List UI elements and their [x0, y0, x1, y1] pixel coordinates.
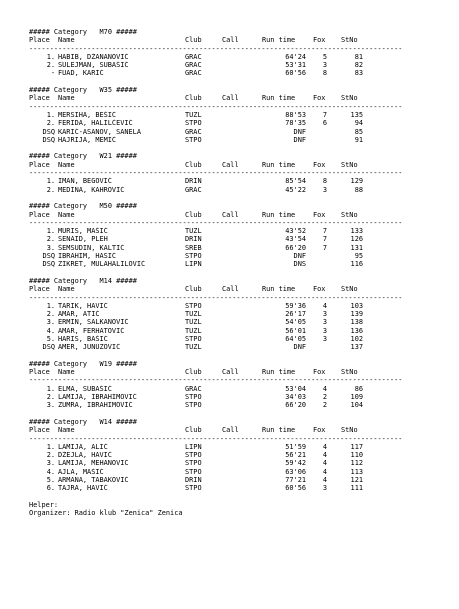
cell-fox: 3 [322, 334, 327, 343]
header-fox: Fox [313, 160, 326, 169]
cell-place: 1. [46, 110, 55, 119]
category-section [29, 277, 429, 360]
cell-place: 2. [46, 310, 55, 319]
result-row [29, 119, 429, 127]
cell-fox: 4 [322, 467, 327, 476]
cell-place: DSQ [42, 252, 55, 261]
header-club: Club [185, 94, 202, 103]
cell-stno: 138 [350, 318, 363, 327]
header-club: Club [185, 426, 202, 435]
result-row [29, 186, 429, 194]
header-place: Place [29, 210, 50, 219]
cell-fox: 8 [322, 177, 327, 186]
cell-runtime: 59'42 [285, 459, 306, 468]
cell-stno: 111 [350, 484, 363, 493]
result-row [29, 244, 429, 252]
category-section [29, 360, 429, 418]
cell-fox: 3 [322, 484, 327, 493]
cell-fox: 8 [322, 69, 327, 78]
cell-fox: 3 [322, 310, 327, 319]
cell-name: HAJRIJA, MEMIĆ [58, 135, 117, 144]
cell-place: 2. [46, 393, 55, 402]
result-row [29, 252, 429, 260]
cell-name: KARIĆ-ASANOV, SANELA [58, 127, 141, 136]
cell-runtime: 53'04 [285, 384, 306, 393]
cell-fox: 7 [322, 227, 327, 236]
cell-runtime: 88'53 [285, 110, 306, 119]
cell-club: STPO [185, 467, 202, 476]
cell-place: 3. [46, 318, 55, 327]
cell-fox: 3 [322, 185, 327, 194]
cell-club: STPO [185, 252, 202, 261]
result-row [29, 128, 429, 136]
cell-place: DSQ [42, 127, 55, 136]
header-name: Name [58, 210, 75, 219]
cell-club: GRAC [185, 185, 202, 194]
cell-club: GRAC [185, 69, 202, 78]
result-row [29, 459, 429, 467]
cell-name: ZIKRET, MULAHALILOVIĆ [58, 260, 146, 269]
header-fox: Fox [313, 285, 326, 294]
cell-runtime: 66'20 [285, 243, 306, 252]
cell-fox: 3 [322, 318, 327, 327]
cell-stno: 102 [350, 334, 363, 343]
cell-stno: 91 [354, 135, 363, 144]
result-row [29, 451, 429, 459]
cell-place: 6. [46, 484, 55, 493]
header-separator: ------------------------------------------------------------------------------------------ [29, 169, 403, 178]
cell-club: TUZL [185, 310, 202, 319]
cell-name: SULEJMAN, SUBAŠIĆ [58, 61, 129, 70]
cell-name: ARMANA, TABAKOVIĆ [58, 476, 129, 485]
cell-name: MERSIHA, BEŠIĆ [58, 110, 117, 119]
cell-stno: 110 [350, 451, 363, 460]
cell-name: LAMIJA, MEHANOVIĆ [58, 459, 129, 468]
result-row [29, 476, 429, 484]
section-gap [29, 269, 429, 277]
cell-name: HABIB, DŽANANOVIĆ [58, 52, 129, 61]
result-row [29, 484, 429, 492]
cell-runtime: 60'56 [285, 484, 306, 493]
cell-stno: 82 [354, 61, 363, 70]
header-runtime: Run time [262, 426, 296, 435]
header-call: Call [222, 210, 239, 219]
cell-runtime: 56'21 [285, 451, 306, 460]
cell-stno: 113 [350, 467, 363, 476]
cell-club: STPO [185, 119, 202, 128]
cell-stno: 112 [350, 459, 363, 468]
cell-club: STPO [185, 301, 202, 310]
cell-name: TARIK, HAVIĆ [58, 301, 108, 310]
cell-runtime: 63'06 [285, 467, 306, 476]
cell-runtime: 45'22 [285, 185, 306, 194]
header-separator: ------------------------------------------------------------------------------------------ [29, 376, 403, 385]
cell-place: DSQ [42, 343, 55, 352]
cell-runtime: 56'01 [285, 326, 306, 335]
section-gap [29, 410, 429, 418]
cell-runtime: 51'59 [285, 442, 306, 451]
column-header-row [29, 368, 429, 376]
cell-runtime: DNF [293, 135, 306, 144]
cell-runtime: 43'54 [285, 235, 306, 244]
cell-stno: 81 [354, 52, 363, 61]
cell-runtime: 54'05 [285, 318, 306, 327]
header-place: Place [29, 36, 50, 45]
cell-stno: 137 [350, 343, 363, 352]
category-section [29, 28, 429, 86]
cell-place: 1. [46, 384, 55, 393]
cell-club: TUZL [185, 227, 202, 236]
category-title: ##### Category M50 ##### [29, 202, 137, 211]
cell-place: 4. [46, 467, 55, 476]
header-call: Call [222, 368, 239, 377]
cell-runtime: 66'20 [285, 401, 306, 410]
category-section [29, 202, 429, 277]
column-header-row [29, 161, 429, 169]
column-header-row [29, 36, 429, 44]
cell-place: 1. [46, 52, 55, 61]
column-header-row [29, 285, 429, 293]
cell-stno: 131 [350, 243, 363, 252]
header-separator: ------------------------------------------------------------------------------------------ [29, 218, 403, 227]
section-gap [29, 78, 429, 86]
header-stno: StNo [341, 210, 358, 219]
cell-stno: 126 [350, 235, 363, 244]
cell-club: STPO [185, 334, 202, 343]
cell-club: DRIN [185, 476, 202, 485]
cell-club: TUZL [185, 343, 202, 352]
category-section [29, 418, 429, 501]
cell-place: - [50, 69, 55, 78]
cell-fox: 2 [322, 393, 327, 402]
cell-runtime: DNS [293, 260, 306, 269]
result-row [29, 260, 429, 268]
cell-fox: 4 [322, 384, 327, 393]
header-name: Name [58, 426, 75, 435]
result-row [29, 111, 429, 119]
cell-fox: 2 [322, 401, 327, 410]
cell-stno: 121 [350, 476, 363, 485]
result-row [29, 343, 429, 351]
header-runtime: Run time [262, 285, 296, 294]
cell-club: DRIN [185, 235, 202, 244]
header-place: Place [29, 160, 50, 169]
result-row [29, 302, 429, 310]
cell-name: AJLA, MAŠIĆ [58, 467, 104, 476]
footer-helper: Helper: [29, 500, 59, 509]
cell-runtime: 78'35 [285, 119, 306, 128]
cell-runtime: 60'56 [285, 69, 306, 78]
cell-name: AMAR, ATIĆ [58, 310, 100, 319]
cell-name: MEDINA, KAHROVIĆ [58, 185, 125, 194]
cell-place: DSQ [42, 260, 55, 269]
cell-name: SENAID, PLEH [58, 235, 108, 244]
result-row [29, 177, 429, 185]
header-runtime: Run time [262, 94, 296, 103]
cell-runtime: 85'54 [285, 177, 306, 186]
cell-club: DRIN [185, 177, 202, 186]
header-name: Name [58, 368, 75, 377]
cell-place: 1. [46, 442, 55, 451]
results-document [29, 28, 429, 518]
cell-club: LIPN [185, 442, 202, 451]
header-stno: StNo [341, 285, 358, 294]
cell-name: ZUMRA, IBRAHIMOVIĆ [58, 401, 133, 410]
result-row [29, 310, 429, 318]
cell-name: ELMA, SUBAŠIĆ [58, 384, 112, 393]
header-separator: ------------------------------------------------------------------------------------------ [29, 44, 403, 53]
cell-fox: 4 [322, 459, 327, 468]
cell-stno: 104 [350, 401, 363, 410]
cell-club: STPO [185, 451, 202, 460]
cell-runtime: 34'03 [285, 393, 306, 402]
header-fox: Fox [313, 210, 326, 219]
cell-club: TUZL [185, 110, 202, 119]
cell-name: MURIS, MAŠIĆ [58, 227, 108, 236]
header-call: Call [222, 36, 239, 45]
cell-name: IBRAHIM, HASIĆ [58, 252, 117, 261]
cell-runtime: 59'36 [285, 301, 306, 310]
cell-fox: 4 [322, 442, 327, 451]
result-row [29, 393, 429, 401]
result-row [29, 61, 429, 69]
cell-runtime: 53'31 [285, 61, 306, 70]
cell-place: 1. [46, 301, 55, 310]
cell-name: LAMIJA, ALIĆ [58, 442, 108, 451]
cell-stno: 94 [354, 119, 363, 128]
category-section [29, 86, 429, 152]
category-title: ##### Category W19 ##### [29, 359, 137, 368]
result-row [29, 385, 429, 393]
cell-stno: 95 [354, 252, 363, 261]
cell-fox: 3 [322, 61, 327, 70]
header-place: Place [29, 368, 50, 377]
cell-club: STPO [185, 484, 202, 493]
cell-place: 2. [46, 451, 55, 460]
header-club: Club [185, 36, 202, 45]
cell-stno: 139 [350, 310, 363, 319]
result-row [29, 443, 429, 451]
cell-fox: 7 [322, 235, 327, 244]
section-gap [29, 352, 429, 360]
result-row [29, 401, 429, 409]
header-call: Call [222, 426, 239, 435]
cell-runtime: 26'17 [285, 310, 306, 319]
cell-stno: 129 [350, 177, 363, 186]
cell-stno: 135 [350, 110, 363, 119]
cell-name: FUAD, KARIĆ [58, 69, 104, 78]
cell-stno: 103 [350, 301, 363, 310]
header-stno: StNo [341, 426, 358, 435]
cell-place: 2. [46, 61, 55, 70]
cell-fox: 4 [322, 301, 327, 310]
cell-place: 2. [46, 235, 55, 244]
header-separator: ------------------------------------------------------------------------------------------ [29, 102, 403, 111]
header-club: Club [185, 160, 202, 169]
result-row [29, 318, 429, 326]
header-name: Name [58, 94, 75, 103]
cell-stno: 85 [354, 127, 363, 136]
cell-club: TUZL [185, 326, 202, 335]
result-row [29, 468, 429, 476]
cell-club: SREB [185, 243, 202, 252]
cell-place: 1. [46, 177, 55, 186]
header-club: Club [185, 210, 202, 219]
header-runtime: Run time [262, 210, 296, 219]
header-stno: StNo [341, 160, 358, 169]
category-title: ##### Category W21 ##### [29, 152, 137, 161]
category-title: ##### Category W35 ##### [29, 86, 137, 95]
cell-name: ERMIN, SALKANOVIĆ [58, 318, 129, 327]
header-fox: Fox [313, 94, 326, 103]
header-runtime: Run time [262, 36, 296, 45]
cell-runtime: 64'05 [285, 334, 306, 343]
footer-organizer: Organizer: Radio klub "Zenica" Zenica [29, 509, 183, 518]
cell-name: FERIDA, HALILČEVIĆ [58, 119, 133, 128]
cell-name: DŽEJLA, HAVIĆ [58, 451, 112, 460]
section-gap [29, 144, 429, 152]
category-title: ##### Category M14 ##### [29, 276, 137, 285]
column-header-row [29, 94, 429, 102]
cell-fox: 3 [322, 326, 327, 335]
result-row [29, 235, 429, 243]
header-call: Call [222, 160, 239, 169]
result-row [29, 227, 429, 235]
cell-place: 3. [46, 243, 55, 252]
cell-stno: 109 [350, 393, 363, 402]
result-row [29, 69, 429, 77]
cell-club: TUZL [185, 318, 202, 327]
header-place: Place [29, 426, 50, 435]
header-stno: StNo [341, 94, 358, 103]
header-place: Place [29, 285, 50, 294]
cell-stno: 136 [350, 326, 363, 335]
cell-club: GRAC [185, 384, 202, 393]
header-call: Call [222, 94, 239, 103]
cell-fox: 7 [322, 243, 327, 252]
cell-club: STPO [185, 459, 202, 468]
cell-name: TAJRA, HAVIĆ [58, 484, 108, 493]
category-section [29, 152, 429, 202]
cell-name: IMAN, BEGOVIĆ [58, 177, 112, 186]
cell-place: 2. [46, 185, 55, 194]
cell-place: 4. [46, 326, 55, 335]
cell-club: GRAC [185, 127, 202, 136]
cell-club: LIPN [185, 260, 202, 269]
cell-runtime: 77'21 [285, 476, 306, 485]
result-row [29, 335, 429, 343]
cell-fox: 4 [322, 476, 327, 485]
cell-name: ŠEMSUDIN, KALTIĆ [58, 243, 125, 252]
header-separator: ------------------------------------------------------------------------------------------ [29, 434, 403, 443]
result-row [29, 327, 429, 335]
cell-name: HARIS, BAŠIĆ [58, 334, 108, 343]
column-header-row [29, 426, 429, 434]
result-row [29, 136, 429, 144]
cell-stno: 83 [354, 69, 363, 78]
header-name: Name [58, 160, 75, 169]
header-runtime: Run time [262, 368, 296, 377]
header-name: Name [58, 285, 75, 294]
header-fox: Fox [313, 368, 326, 377]
cell-club: STPO [185, 401, 202, 410]
cell-club: GRAC [185, 61, 202, 70]
category-title: ##### Category M70 ##### [29, 28, 137, 36]
category-title: ##### Category W14 ##### [29, 417, 137, 426]
header-stno: StNo [341, 368, 358, 377]
cell-runtime: DNF [293, 127, 306, 136]
header-place: Place [29, 94, 50, 103]
cell-fox: 5 [322, 52, 327, 61]
header-club: Club [185, 368, 202, 377]
cell-place: 2. [46, 119, 55, 128]
cell-club: STPO [185, 393, 202, 402]
cell-stno: 133 [350, 227, 363, 236]
header-separator: ------------------------------------------------------------------------------------------ [29, 293, 403, 302]
section-gap [29, 194, 429, 202]
cell-fox: 6 [322, 119, 327, 128]
header-call: Call [222, 285, 239, 294]
cell-place: DSQ [42, 135, 55, 144]
cell-name: AMER, JUNUZOVIĆ [58, 343, 121, 352]
cell-fox: 4 [322, 451, 327, 460]
cell-stno: 117 [350, 442, 363, 451]
cell-place: 3. [46, 401, 55, 410]
cell-name: AMAR, FERHATOVIĆ [58, 326, 125, 335]
cell-runtime: DNF [293, 252, 306, 261]
cell-club: GRAC [185, 52, 202, 61]
cell-stno: 86 [354, 384, 363, 393]
cell-runtime: 64'24 [285, 52, 306, 61]
cell-club: STPO [185, 135, 202, 144]
header-fox: Fox [313, 426, 326, 435]
cell-place: 5. [46, 476, 55, 485]
cell-name: LAMIJA, IBRAHIMOVIĆ [58, 393, 137, 402]
cell-runtime: 43'52 [285, 227, 306, 236]
header-name: Name [58, 36, 75, 45]
cell-stno: 116 [350, 260, 363, 269]
cell-place: 1. [46, 227, 55, 236]
header-stno: StNo [341, 36, 358, 45]
header-club: Club [185, 285, 202, 294]
result-row [29, 53, 429, 61]
cell-place: 5. [46, 334, 55, 343]
header-fox: Fox [313, 36, 326, 45]
section-gap [29, 493, 429, 501]
header-runtime: Run time [262, 160, 296, 169]
cell-stno: 88 [354, 185, 363, 194]
cell-fox: 7 [322, 110, 327, 119]
cell-place: 3. [46, 459, 55, 468]
column-header-row [29, 211, 429, 219]
cell-runtime: DNF [293, 343, 306, 352]
